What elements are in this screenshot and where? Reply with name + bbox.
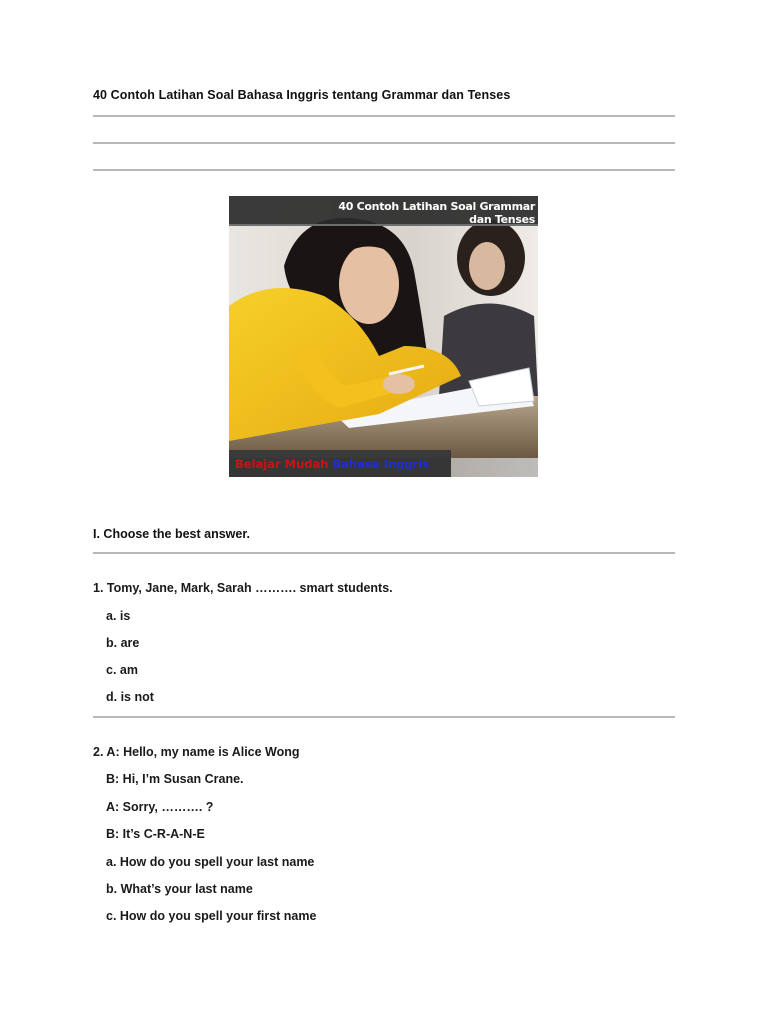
question-2-dialog-line: B: Hi, I’m Susan Crane. [106, 772, 244, 786]
section-heading: I. Choose the best answer. [93, 527, 250, 541]
question-2-option-a: a. How do you spell your last name [106, 855, 315, 869]
question-2-option-b: b. What’s your last name [106, 882, 253, 896]
question-1-option-a: a. is [106, 609, 131, 623]
horizontal-rule [93, 142, 675, 144]
hero-footer [235, 457, 429, 471]
question-2-dialog-line: B: It’s C-R-A-N-E [106, 827, 205, 841]
hero-footer-blue-text: Bahasa Inggris [332, 457, 429, 471]
question-1-option-d: d. is not [106, 690, 154, 704]
hero-caption: 40 Contoh Latihan Soal Grammar dan Tenses [338, 200, 535, 226]
horizontal-rule [93, 716, 675, 718]
student-reading-illustration [229, 196, 538, 477]
horizontal-rule [93, 169, 675, 171]
question-1-option-b: b. are [106, 636, 140, 650]
question-1-option-c: c. am [106, 663, 138, 677]
hero-footer-red-text: Belajar Mudah [235, 457, 329, 471]
question-2-stem: 2. A: Hello, my name is Alice Wong [93, 745, 300, 759]
document-title: 40 Contoh Latihan Soal Bahasa Inggris tentang Grammar dan Tenses [93, 88, 511, 102]
horizontal-rule [93, 552, 675, 554]
horizontal-rule [93, 115, 675, 117]
question-1-stem: 1. Tomy, Jane, Mark, Sarah ………. smart students. [93, 581, 393, 595]
hero-image [229, 196, 538, 477]
question-2-dialog-line: A: Sorry, ………. ? [106, 800, 214, 814]
question-2-option-c: c. How do you spell your first name [106, 909, 317, 923]
